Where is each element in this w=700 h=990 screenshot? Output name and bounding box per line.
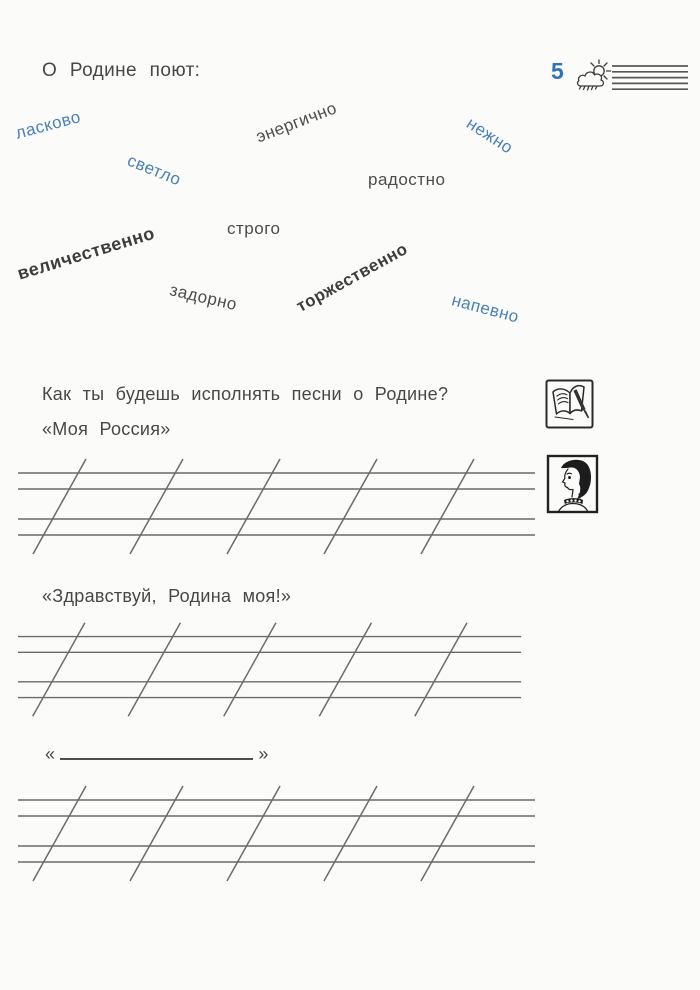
close-quote: » — [258, 744, 269, 764]
page-number: 5 — [551, 58, 564, 84]
mood-word-radostno: радостно — [368, 170, 446, 189]
mood-word-torzhestvenno: торжественно — [293, 239, 411, 316]
answer-staff-moya-rossiya[interactable] — [14, 455, 538, 562]
sun-behind-cloud-icon — [574, 59, 612, 100]
page-title: О Родине поют: — [42, 60, 201, 81]
song-title-zdravstvuy-rodina: «Здравствуй, Родина моя!» — [42, 586, 292, 606]
song-title-moya-rossiya: «Моя Россия» — [42, 419, 171, 439]
mood-word-svetlo: светло — [124, 150, 184, 190]
answer-staff-blank-song[interactable] — [14, 782, 538, 889]
song-title-blank — [45, 744, 269, 765]
task-question: Как ты будешь исполнять песни о Родине? — [42, 384, 449, 404]
title-fill-in-line[interactable] — [60, 746, 253, 760]
mood-word-zadorno: задорно — [167, 280, 239, 315]
header-staff-lines-icon — [611, 64, 689, 97]
mood-word-energichno: энергично — [253, 98, 340, 147]
mood-word-nezhno: нежно — [463, 113, 517, 158]
child-head-icon — [546, 454, 599, 519]
mood-word-strogo: строго — [227, 219, 281, 238]
mood-word-napevno: напевно — [449, 290, 522, 327]
mood-word-laskovo: ласково — [13, 107, 83, 143]
answer-staff-zdravstvuy-rodina[interactable] — [14, 618, 530, 725]
book-pencil-icon — [545, 379, 594, 434]
mood-word-velichestvenno: величественно — [14, 222, 158, 284]
open-quote: « — [45, 744, 56, 764]
